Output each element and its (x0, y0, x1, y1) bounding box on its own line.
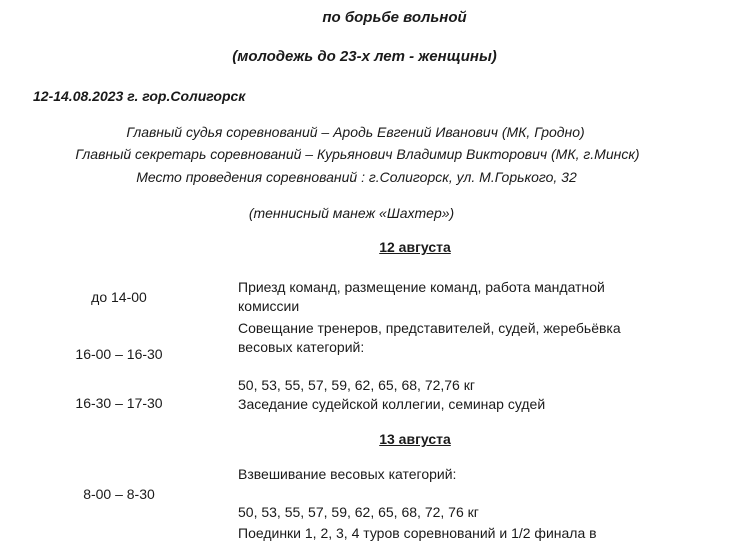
description-line: Поединки 1, 2, 3, 4 туров соревнований и 1/2 финала в (238, 525, 597, 541)
header-line-1: по борьбе вольной (322, 9, 467, 26)
schedule-description (238, 319, 621, 395)
description-line: Заседание судейской коллегии, семинар судей (238, 396, 546, 412)
venue: Место проведения соревнований : г.Солигорск, ул. М.Горького, 32 (136, 169, 577, 185)
schedule-description (238, 278, 605, 316)
schedule-description (238, 524, 597, 543)
schedule-time: до 14-00 (91, 289, 147, 305)
day-title: 13 августа (379, 431, 451, 447)
schedule-time: 8-00 – 8-30 (83, 486, 155, 502)
description-line: Совещание тренеров, представителей, судей, жеребьёвка (238, 320, 621, 336)
description-spacer (238, 484, 479, 503)
schedule-description (238, 395, 545, 414)
description-line: весовых категорий: (238, 339, 365, 355)
chief-secretary: Главный секретарь соревнований – Курьянович Владимир Викторович (МК, г.Минск) (75, 146, 640, 162)
description-line: комиссии (238, 298, 300, 314)
day-title: 12 августа (379, 239, 451, 255)
description-line: 50, 53, 55, 57, 59, 62, 65, 68, 72,76 кг (238, 377, 475, 393)
event-date-place: 12-14.08.2023 г. гор.Солигорск (33, 88, 246, 104)
chief-judge: Главный судья соревнований – Ародь Евгений Иванович (МК, Гродно) (126, 124, 585, 140)
description-spacer (238, 357, 621, 376)
schedule-time: 16-30 – 17-30 (75, 395, 163, 411)
schedule-description (238, 465, 479, 522)
description-line: 50, 53, 55, 57, 59, 62, 65, 68, 72, 76 кг (238, 504, 479, 520)
header-line-2: (молодежь до 23-х лет - женщины) (232, 48, 497, 65)
schedule-time: 16-00 – 16-30 (75, 346, 163, 362)
description-line: Приезд команд, размещение команд, работа мандатной (238, 279, 605, 295)
venue-note: (теннисный манеж «Шахтер») (248, 205, 455, 221)
description-line: Взвешивание весовых категорий: (238, 466, 457, 482)
